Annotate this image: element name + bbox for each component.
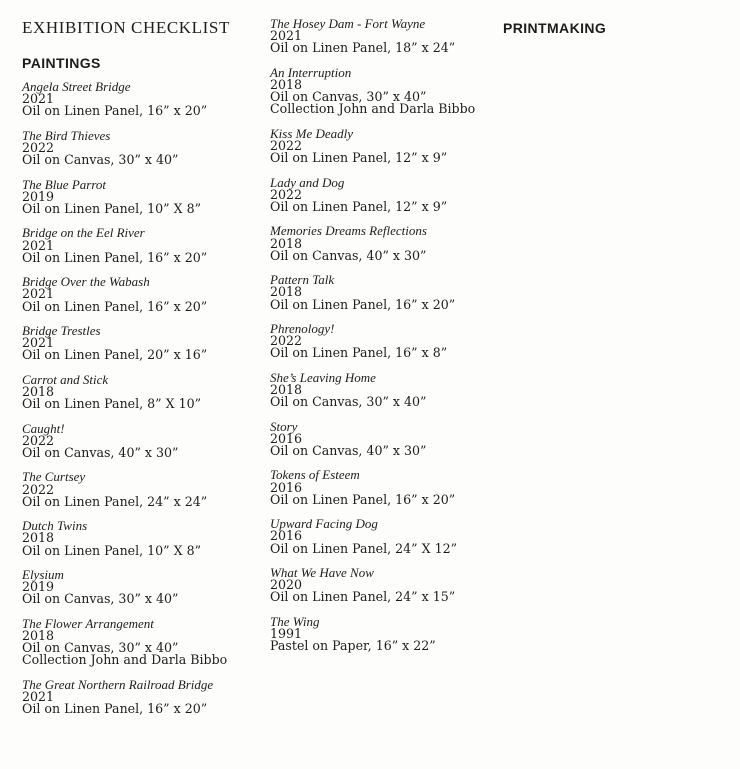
checklist-entry	[270, 518, 502, 555]
checklist-entry	[270, 174, 502, 214]
artwork-medium: Oil on Linen Panel, 16” x 20”	[270, 491, 456, 507]
artwork-title: The Blue Parrot	[22, 176, 107, 192]
artwork-title: The Flower Arrangement	[22, 615, 154, 631]
checklist-entry	[22, 276, 262, 313]
artwork-year: 2016	[270, 528, 303, 544]
artwork-medium: Oil on Linen Panel, 12” x 9”	[270, 199, 448, 214]
artwork-title: An Interruption	[270, 64, 352, 80]
checklist-entry	[22, 566, 262, 607]
checklist-entry	[22, 81, 262, 118]
artwork-medium: Oil on Linen Panel, 16” x 20”	[270, 296, 456, 312]
artwork-medium: Oil on Canvas, 30” x 40”	[22, 591, 179, 607]
artwork-title: Caught!	[22, 420, 65, 436]
artwork-year: 2018	[22, 627, 55, 643]
checklist-entry	[270, 613, 502, 654]
artwork-title: She’s Leaving Home	[270, 369, 376, 385]
checklist-entry	[270, 274, 502, 311]
artwork-medium: Oil on Canvas, 40” x 30”	[270, 247, 427, 263]
artwork-title: Elysium	[22, 566, 64, 582]
artwork-medium: Oil on Linen Panel, 16” x 8”	[270, 345, 448, 361]
checklist-entry	[270, 369, 502, 410]
artwork-year: 2021	[270, 28, 303, 44]
artwork-medium: Oil on Canvas, 30” x 40”	[270, 89, 427, 105]
printmaking-heading: PRINTMAKING	[503, 20, 607, 36]
artwork-medium: Oil on Linen Panel, 10” X 8”	[22, 542, 202, 558]
artwork-title: Pattern Talk	[270, 272, 335, 288]
artwork-year: 2020	[270, 577, 303, 593]
artwork-year: 2022	[22, 140, 55, 155]
artwork-year: 2021	[22, 91, 55, 107]
artwork-medium: Oil on Canvas, 30” x 40”	[22, 152, 179, 168]
artwork-title: Kiss Me Deadly	[270, 125, 354, 141]
artwork-year: 2021	[22, 335, 55, 351]
artwork-year: 2021	[22, 286, 55, 302]
artwork-medium: Oil on Linen Panel, 20” x 16”	[22, 347, 208, 363]
checklist-entry	[270, 225, 502, 262]
artwork-collection-note: Collection John and Darla Bibbo	[22, 652, 228, 668]
artwork-medium: Oil on Linen Panel, 12” x 9”	[270, 150, 448, 166]
artwork-year: 2021	[22, 237, 55, 253]
artwork-medium: Oil on Linen Panel, 24” x 24”	[22, 493, 208, 509]
artwork-year: 2019	[22, 188, 55, 204]
artwork-title: Memories Dreams Reflections	[270, 223, 427, 239]
artwork-title: The Wing	[270, 613, 320, 629]
artwork-year: 2018	[22, 383, 55, 399]
artwork-title: Lady and Dog	[270, 174, 345, 190]
artwork-title: The Great Northern Railroad Bridge	[22, 676, 214, 692]
artwork-year: 2021	[22, 688, 55, 704]
checklist-entry	[22, 227, 262, 264]
artwork-title: What We Have Now	[270, 564, 374, 580]
artwork-medium: Oil on Linen Panel, 24” x 15”	[270, 589, 456, 605]
artwork-title: Upward Facing Dog	[270, 516, 378, 532]
artwork-title: Bridge on the Eel River	[22, 225, 145, 241]
artwork-year: 2018	[22, 530, 55, 546]
artwork-title: Tokens of Esteem	[270, 467, 360, 483]
artwork-medium: Oil on Linen Panel, 16” x 20”	[22, 103, 208, 119]
artwork-year: 2016	[270, 479, 303, 495]
artwork-year: 2018	[270, 235, 303, 251]
artwork-title: The Hosey Dam - Fort Wayne	[270, 16, 426, 31]
artwork-medium: Oil on Linen Panel, 16” x 20”	[22, 701, 208, 717]
checklist-entry	[270, 320, 502, 361]
artwork-medium: Oil on Linen Panel, 16” x 20”	[22, 249, 208, 265]
artwork-title: Bridge Over the Wabash	[22, 274, 150, 290]
artwork-year: 2018	[270, 284, 303, 300]
checklist-entry	[270, 564, 502, 605]
artwork-year: 2019	[22, 579, 55, 595]
artwork-medium: Oil on Linen Panel, 10” X 8”	[22, 201, 202, 216]
artwork-title: Angela Street Bridge	[22, 79, 131, 94]
artwork-year: 2022	[270, 186, 303, 202]
artwork-year: 2022	[270, 138, 303, 153]
checklist-entry	[22, 471, 262, 508]
artwork-year: 2022	[270, 333, 303, 349]
artwork-medium: Oil on Canvas, 40” x 30”	[270, 442, 427, 458]
checklist-entry	[22, 371, 262, 412]
artwork-title: Dutch Twins	[22, 518, 88, 534]
artwork-medium: Oil on Linen Panel, 8” X 10”	[22, 396, 202, 412]
artwork-medium: Oil on Linen Panel, 16” x 20”	[22, 298, 208, 314]
artwork-medium: Pastel on Paper, 16” x 22”	[270, 638, 436, 654]
checklist-entry	[22, 676, 262, 717]
artwork-medium: Oil on Canvas, 40” x 30”	[22, 444, 179, 460]
artwork-title: The Bird Thieves	[22, 127, 111, 143]
artwork-year: 2018	[270, 381, 303, 397]
page-title: EXHIBITION CHECKLIST	[22, 18, 230, 37]
checklist-entry	[270, 469, 502, 506]
artwork-title: Story	[270, 418, 298, 434]
paintings-list-1	[22, 81, 262, 728]
paintings-heading: PAINTINGS	[22, 55, 101, 71]
artwork-medium: Oil on Linen Panel, 18” x 24”	[270, 40, 456, 56]
checklist-entry	[22, 520, 262, 557]
checklist-entry	[270, 18, 502, 55]
paintings-list-2	[270, 18, 502, 665]
artwork-title: The Curtsey	[22, 469, 86, 485]
artwork-title: Bridge Trestles	[22, 322, 101, 338]
artwork-medium: Oil on Canvas, 30” x 40”	[270, 394, 427, 410]
artwork-year: 2022	[22, 481, 55, 497]
artwork-year: 2016	[270, 430, 303, 446]
artwork-year: 1991	[270, 625, 303, 641]
artwork-title: Carrot and Stick	[22, 371, 109, 387]
checklist-entry	[22, 420, 262, 460]
checklist-entry	[22, 322, 262, 363]
artwork-year: 2018	[270, 77, 303, 92]
checklist-entry	[22, 615, 262, 668]
artwork-year: 2022	[22, 432, 55, 448]
checklist-entry	[270, 125, 502, 166]
artwork-medium: Oil on Linen Panel, 24” X 12”	[270, 540, 458, 556]
artwork-medium: Oil on Canvas, 30” x 40”	[22, 640, 179, 656]
checklist-entry	[270, 418, 502, 458]
checklist-entry	[22, 127, 262, 168]
checklist-entry	[22, 176, 262, 216]
artwork-collection-note: Collection John and Darla Bibbo	[270, 101, 476, 117]
artwork-title: Phrenology!	[270, 320, 335, 336]
checklist-entry	[270, 64, 502, 117]
